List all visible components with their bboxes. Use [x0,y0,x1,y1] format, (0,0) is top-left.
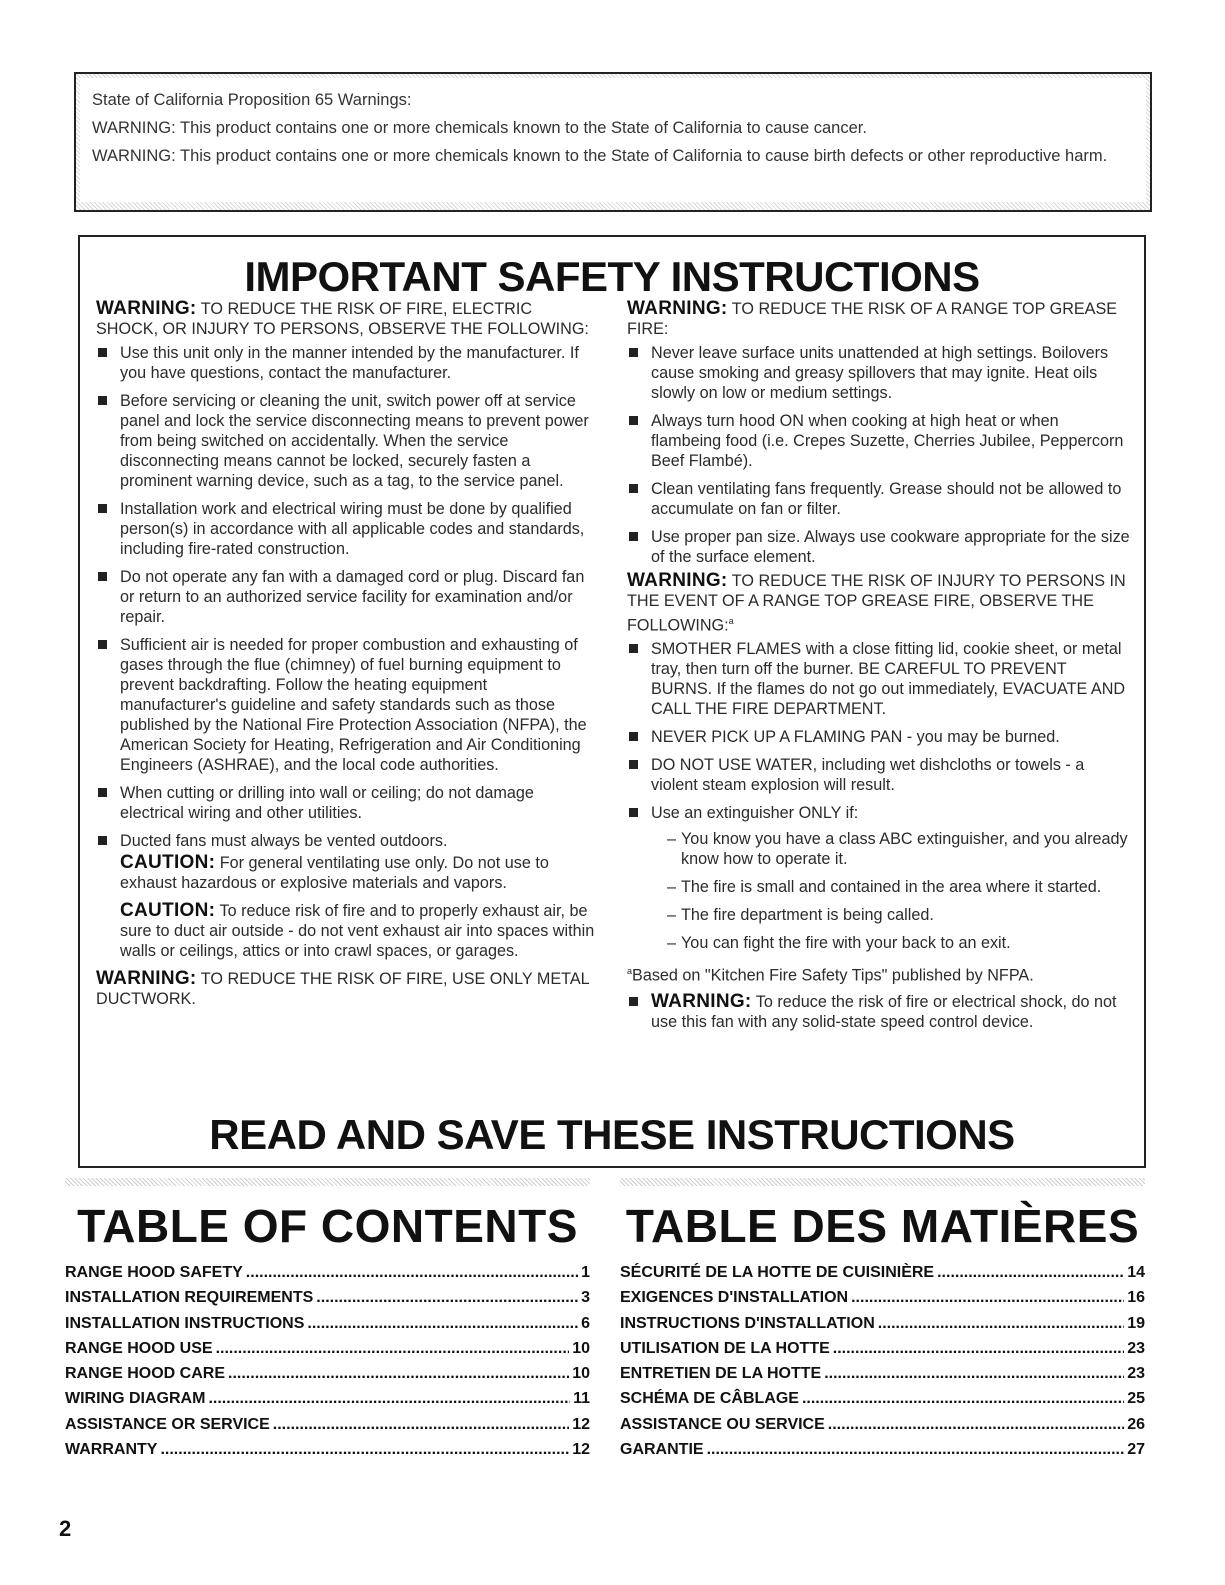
toc-list [620,1264,1145,1466]
toc-entry-page: 12 [572,1441,590,1459]
toc-title: TABLE DES MATIÈRES [625,1200,1140,1252]
safety-title: IMPORTANT SAFETY INSTRUCTIONS [244,253,980,300]
toc-entry[interactable] [65,1315,590,1340]
toc-entry-label: ASSISTANCE OU SERVICE [620,1415,825,1433]
toc-entry[interactable] [620,1416,1145,1441]
caution-label: CAUTION: [120,900,216,921]
toc-leader [208,1390,570,1408]
toc-title: TABLE OF CONTENTS [77,1200,578,1252]
list-item: NEVER PICK UP A FLAMING PAN - you may be burned. [627,727,1132,747]
toc-entry[interactable] [65,1441,590,1466]
footnote-marker: a [627,966,633,977]
toc-entry-label: EXIGENCES D'INSTALLATION [620,1289,849,1307]
toc-entry-label: INSTALLATION REQUIREMENTS [65,1289,314,1307]
list-item: When cutting or drilling into wall or ceiling; do not damage electrical wiring and other utilities. [96,783,596,823]
toc-entry-page: 1 [581,1264,590,1281]
toc-entry-page: 10 [572,1339,590,1357]
toc-french [620,1178,1145,1466]
toc-leader [307,1315,578,1333]
toc-entry[interactable] [620,1315,1145,1340]
toc-leader [937,1264,1124,1282]
toc-entry[interactable] [620,1264,1145,1289]
footnote-marker: a [728,616,734,626]
warning-injury-grease-fire [627,571,1132,635]
footnote-text: Based on "Kitchen Fire Safety Tips" published by NFPA. [632,966,1034,985]
extinguisher-conditions [651,829,1132,953]
toc-leader [824,1365,1124,1383]
toc-entry[interactable] [65,1289,590,1314]
safety-instructions-box [78,235,1146,1168]
toc-entry-page: 19 [1127,1314,1145,1332]
toc-leader [228,1365,569,1383]
toc-leader [833,1340,1124,1358]
list-item: Do not operate any fan with a damaged cord or plug. Discard fan or return to an authorized service facility for examination and/or repair. [96,567,596,627]
list-item: Ducted fans must always be vented outdoors. [96,831,596,851]
toc-entry-page: 11 [573,1390,590,1408]
list-item [627,992,1132,1032]
warning-text: TO REDUCE THE RISK OF INJURY TO PERSONS IN THE EVENT OF A RANGE TOP GREASE FIRE, OBSERVE THE FOLLOWING: [627,572,1126,635]
warning-text: TO REDUCE THE RISK OF FIRE, ELECTRIC SHOCK, OR INJURY TO PERSONS, OBSERVE THE FOLLOWING: [96,300,589,338]
sub-list-item: – The fire is small and contained in the area where it started. [651,877,1132,897]
warning-metal-ductwork [96,969,596,1009]
list-item: Never leave surface units unattended at high settings. Boilovers cause smoking and greasy spillovers that may ignite. Heat oils slowly on low or medium settings. [627,343,1132,403]
list-item: DO NOT USE WATER, including wet dishcloths or towels - a violent steam explosion will result. [627,755,1132,795]
toc-entry-label: SCHÉMA DE CÂBLAGE [620,1390,799,1408]
prop65-birth-defect-warning: WARNING: This product contains one or more chemicals known to the State of California to cause birth defects or other reproductive harm. [92,147,1108,165]
toc-entry[interactable] [620,1441,1145,1466]
toc-entry[interactable] [65,1390,590,1415]
sub-list-item: – You can fight the fire with your back to an exit. [651,933,1132,953]
toc-entry-page: 27 [1127,1441,1145,1459]
grease-fire-list [627,343,1132,567]
toc-entry[interactable] [620,1390,1145,1415]
warning-fire-shock [96,299,596,339]
toc-leader [216,1340,570,1358]
caution-label: CAUTION: [120,852,216,873]
toc-entry[interactable] [65,1264,590,1289]
warning-text: TO REDUCE THE RISK OF FIRE, USE ONLY METAL DUCTWORK. [96,970,590,1008]
toc-entry-label: WARRANTY [65,1441,158,1459]
toc-leader [878,1315,1124,1333]
list-item: Use this unit only in the manner intended by the manufacturer. If you have questions, contact the manufacturer. [96,343,596,383]
sub-list-item: – The fire department is being called. [651,905,1132,925]
list-item-extinguisher [627,803,1132,953]
toc-leader [273,1416,569,1434]
toc-entry-label: RANGE HOOD USE [65,1339,213,1357]
caution-text: To reduce risk of fire and to properly exhaust air, be sure to duct air outside - do not vent exhaust air into spaces within walls or ceilings, attics or into crawl spaces, or garages. [120,902,595,960]
list-item: Before servicing or cleaning the unit, switch power off at service panel and lock the service disconnecting means to prevent power from being switched on accidentally. When the service disconnecting means cannot be locked, securely fasten a prominent warning device, such as a tag, to the service panel. [96,391,596,491]
extinguisher-text: Use an extinguisher ONLY if: [651,804,859,823]
prop65-cancer-warning: WARNING: This product contains one or more chemicals known to the State of California to cause cancer. [92,119,867,137]
warning-text: To reduce the risk of fire or electrical shock, do not use this fan with any solid-state speed control device. [651,992,1117,1031]
list-item: Always turn hood ON when cooking at high heat or when flambeing food (i.e. Crepes Suzette, Cherries Jubilee, Peppercorn Beef Flambé). [627,411,1132,471]
toc-entry-label: RANGE HOOD SAFETY [65,1264,243,1281]
toc-entry[interactable] [65,1416,590,1441]
caution-duct-outside [96,901,596,961]
toc-entry-page: 26 [1127,1415,1145,1433]
toc-list [65,1264,590,1466]
toc-leader [316,1289,578,1307]
safety-left-column [96,299,596,1009]
toc-entry-page: 25 [1127,1390,1145,1408]
toc-entry-page: 14 [1127,1264,1145,1281]
toc-entry-page: 23 [1127,1365,1145,1383]
toc-leader [828,1416,1124,1434]
caution-text: For general ventilating use only. Do not use to exhaust hazardous or explosive materials and vapors. [120,854,549,892]
toc-entry-label: INSTALLATION INSTRUCTIONS [65,1314,305,1332]
toc-entry-page: 10 [572,1365,590,1383]
toc-entry-label: UTILISATION DE LA HOTTE [620,1339,830,1357]
toc-entry-label: GARANTIE [620,1441,704,1459]
toc-entry-label: ASSISTANCE OR SERVICE [65,1415,270,1433]
list-item: Sufficient air is needed for proper combustion and exhausting of gases through the flue (chimney) of fuel burning equipment to prevent backdrafting. Follow the heating equipment manufacturer's guideline and safety standards such as those published by the National Fire Protection Association (NFPA), the American Society for Heating, Refrigeration and Air Conditioning Engineers (ASHRAE), and the local code authorities. [96,635,596,775]
list-item: Installation work and electrical wiring must be done by qualified person(s) in accordance with all applicable codes and standards, including fire-rated construction. [96,499,596,559]
toc-english [65,1178,590,1466]
prop65-content [80,78,1146,202]
grease-fire-actions-list [627,639,1132,953]
prop65-heading: State of California Proposition 65 Warnings: [92,91,412,109]
sub-list-item: – You know you have a class ABC extinguisher, and you already know how to operate it. [651,829,1132,869]
toc-entry-page: 12 [572,1415,590,1433]
toc-entry-page: 3 [581,1289,590,1307]
safety-list-left [96,343,596,851]
prop65-warning-box [74,72,1152,212]
toc-entry-label: SÉCURITÉ DE LA HOTTE DE CUISINIÈRE [620,1264,935,1281]
page-number: 2 [59,1516,72,1541]
toc-entry-page: 6 [581,1314,590,1332]
toc-entry-label: ENTRETIEN DE LA HOTTE [620,1365,822,1383]
toc-entry[interactable] [620,1365,1145,1390]
warning-text: TO REDUCE THE RISK OF A RANGE TOP GREASE FIRE: [627,300,1118,338]
toc-entry[interactable] [620,1289,1145,1314]
toc-entry-label: INSTRUCTIONS D'INSTALLATION [620,1314,875,1332]
toc-divider [620,1178,1145,1186]
toc-entry-page: 16 [1127,1289,1145,1307]
list-item: Clean ventilating fans frequently. Grease should not be allowed to accumulate on fan or filter. [627,479,1132,519]
list-item: Use proper pan size. Always use cookware appropriate for the size of the surface element. [627,527,1132,567]
read-save-title: READ AND SAVE THESE INSTRUCTIONS [209,1111,1015,1158]
toc-entry[interactable] [65,1340,590,1365]
toc-leader [246,1264,578,1282]
warning-label: WARNING: [627,570,728,591]
toc-leader [707,1441,1125,1459]
toc-leader [851,1289,1124,1307]
toc-entry[interactable] [620,1340,1145,1365]
speed-control-warning-list [627,992,1132,1032]
toc-entry[interactable] [65,1365,590,1390]
warning-label: WARNING: [651,990,752,1012]
warning-label: WARNING: [627,298,728,319]
safety-right-column [627,299,1132,1040]
warning-label: WARNING: [96,298,197,319]
toc-leader [802,1390,1124,1408]
toc-leader [160,1441,569,1459]
list-item: SMOTHER FLAMES with a close fitting lid, cookie sheet, or metal tray, then turn off the burner. BE CAREFUL TO PREVENT BURNS. If the flames do not go out immediately, EVACUATE AND CALL THE FIRE DEPARTMENT. [627,639,1132,719]
warning-grease-fire [627,299,1132,339]
caution-general-use [96,853,596,893]
toc-entry-label: WIRING DIAGRAM [65,1390,206,1408]
warning-label: WARNING: [96,968,197,989]
toc-divider [65,1178,590,1186]
toc-entry-page: 23 [1127,1339,1145,1357]
nfpa-footnote [627,961,1132,985]
toc-entry-label: RANGE HOOD CARE [65,1365,226,1383]
